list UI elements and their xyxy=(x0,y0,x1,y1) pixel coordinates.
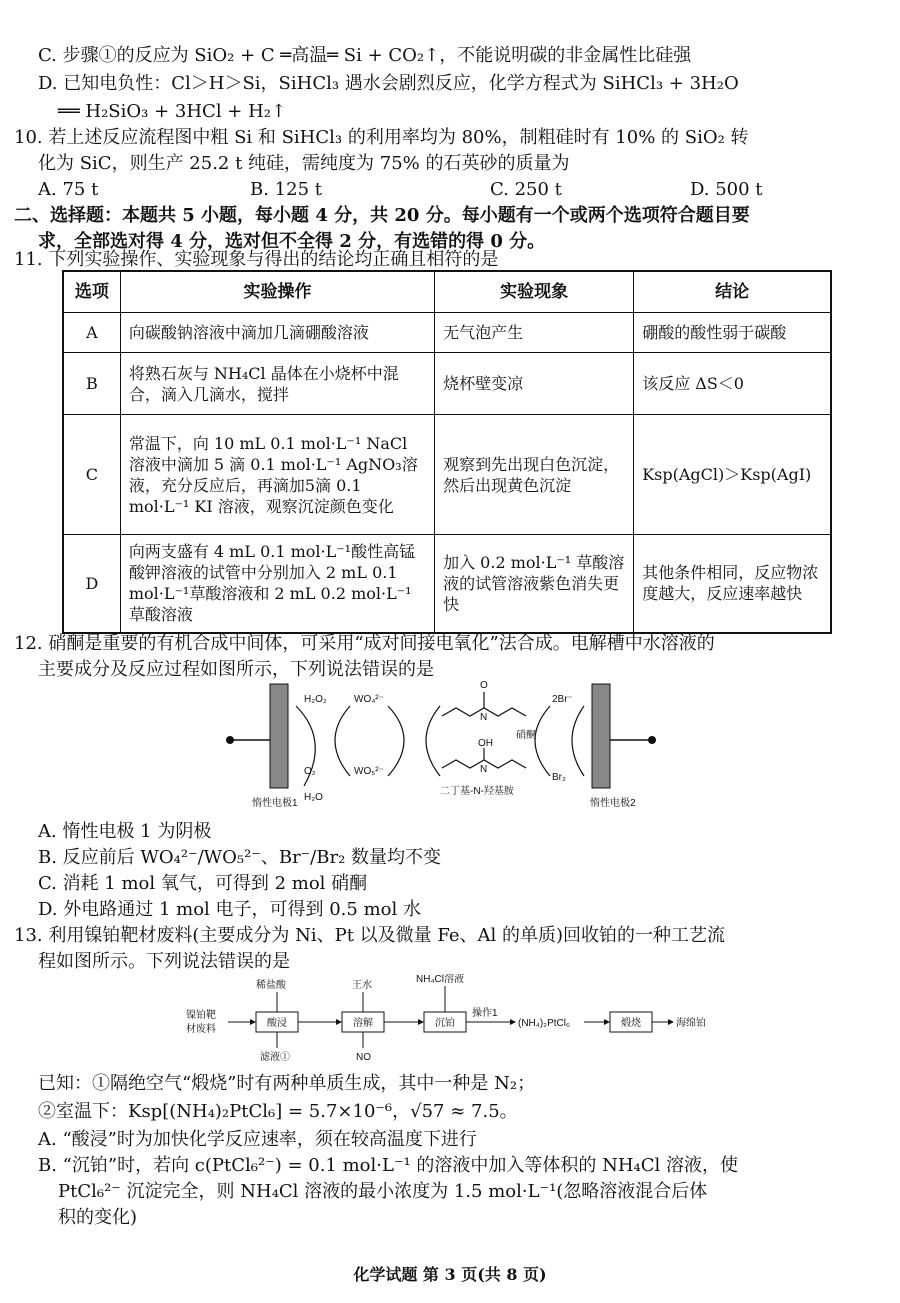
known-condition-2: ②室温下：Ksp[(NH₄)₂PtCl₆] = 5.7×10⁻⁶，√57 ≈ 7.5。 xyxy=(38,1101,518,1122)
dissolve-label: 溶解 xyxy=(353,1018,373,1029)
table-cell: 向两支盛有 4 mL 0.1 mol·L⁻¹酸性高锰酸钾溶液的试管中分别加入 2 mL 0.1 mol·L⁻¹草酸溶液和 2 mL 0.2 mol·L⁻¹草酸溶液 xyxy=(120,535,434,633)
table-cell: D xyxy=(63,535,120,633)
table-cell: 硼酸的酸性弱于碳酸 xyxy=(634,313,831,353)
flow-arrowhead xyxy=(604,1019,610,1025)
dilute-hcl-label: 稀盐酸 xyxy=(256,980,286,991)
q13-option-b-line1: B. “沉铂”时，若向 c(PtCl₆²⁻) = 0.1 mol·L⁻¹ 的溶液中加入等体积的 NH₄Cl 溶液，使 xyxy=(38,1155,739,1176)
filtrate-label: 滤液① xyxy=(260,1052,290,1063)
table-cell: 烧杯壁变凉 xyxy=(435,353,634,415)
q13-stem-line1: 13. 利用镍铂靶材废料(主要成分为 Ni、Pt 以及微量 Fe、Al 的单质)回收铂的一种工艺流 xyxy=(14,925,726,946)
process-flow-diagram xyxy=(180,974,740,1066)
salt-label: (NH₄)₂PtCl₆ xyxy=(518,1018,570,1029)
flow-arrowhead xyxy=(510,1019,516,1025)
q10-stem-line2: 化为 SiC，则生产 25.2 t 纯硅，需纯度为 75% 的石英砂的质量为 xyxy=(38,153,570,174)
o2-label: O₂ xyxy=(304,766,316,777)
section2-heading-line1: 二、选择题：本题共 5 小题，每小题 4 分，共 20 分。每小题有一个或两个选项符合题目要 xyxy=(14,205,750,226)
terminal-right xyxy=(648,736,656,744)
table-cell: C xyxy=(63,415,120,535)
electrode-2 xyxy=(592,684,610,788)
terminal-left xyxy=(226,736,234,744)
electrolysis-diagram xyxy=(200,676,680,810)
q9-option-c: C. 步骤①的反应为 SiO₂ + C ═高温═ Si + CO₂↑，不能说明碳的非金属性比硅强 xyxy=(38,45,692,66)
q10-option-c: C. 250 t xyxy=(490,179,562,200)
electrode-2-label: 惰性电极2 xyxy=(590,798,636,809)
table-cell: 其他条件相同，反应物浓度越大，反应速率越快 xyxy=(634,535,831,633)
feed-label-line2: 材废料 xyxy=(186,1024,216,1035)
no-gas-label: NO xyxy=(356,1052,371,1063)
q9-option-d-line2: ══ H₂SiO₃ + 3HCl + H₂↑ xyxy=(58,101,287,122)
h2o2-label: H₂O₂ xyxy=(304,694,327,705)
amine-nitrogen-label: N xyxy=(480,764,488,775)
section2-heading-line2: 求，全部选对得 4 分，选对但不全得 2 分，有选错的得 0 分。 xyxy=(38,231,546,252)
q13-option-b-line3: 积的变化) xyxy=(58,1207,138,1228)
q12-option-c: C. 消耗 1 mol 氧气，可得到 2 mol 硝酮 xyxy=(38,873,368,894)
acid-leach-label: 酸浸 xyxy=(267,1018,287,1029)
known-condition-1: 已知：①隔绝空气“煅烧”时有两种单质生成，其中一种是 N₂； xyxy=(38,1073,536,1094)
cycle-arc-3a xyxy=(535,706,550,776)
table-cell: 无气泡产生 xyxy=(435,313,634,353)
table-row xyxy=(63,353,831,415)
flow-arrowhead xyxy=(668,1019,674,1025)
q12-stem-line2: 主要成分及反应过程如图所示，下列说法错误的是 xyxy=(38,659,434,680)
table-header: 选项 xyxy=(63,271,120,313)
wo4-label: WO₄²⁻ xyxy=(354,694,384,705)
amine-label: 二丁基-N-羟基胺 xyxy=(440,786,514,797)
table-cell: 加入 0.2 mol·L⁻¹ 草酸溶液的试管溶液紫色消失更快 xyxy=(435,535,634,633)
cycle-arc-3b xyxy=(572,706,584,776)
q9-option-d-line1: D. 已知电负性：Cl＞H＞Si，SiHCl₃ 遇水会剧烈反应，化学方程式为 SiHCl₃ + 3H₂O xyxy=(38,73,739,94)
table-cell: 常温下，向 10 mL 0.1 mol·L⁻¹ NaCl 溶液中滴加 5 滴 0.1 mol·L⁻¹ AgNO₃溶液，充分反应后，再滴加5滴 0.1 mol·L⁻¹ KI 溶液，观察沉淀颜色变化 xyxy=(120,415,434,535)
cycle-arc-1b xyxy=(335,706,350,776)
nitrone-oxygen-label: O xyxy=(480,680,488,691)
table-header: 实验现象 xyxy=(435,271,634,313)
q12-option-a: A. 惰性电极 1 为阴极 xyxy=(38,821,212,842)
aqua-regia-label: 王水 xyxy=(352,980,372,991)
bromide-label: 2Br⁻ xyxy=(552,694,573,705)
q12-option-b: B. 反应前后 WO₄²⁻/WO₅²⁻、Br⁻/Br₂ 数量均不变 xyxy=(38,847,442,868)
flow-arrowhead xyxy=(336,1019,342,1025)
table-cell: 向碳酸钠溶液中滴加几滴硼酸溶液 xyxy=(120,313,434,353)
table-cell: A xyxy=(63,313,120,353)
q10-stem-line1: 10. 若上述反应流程图中粗 Si 和 SiHCl₃ 的利用率均为 80%，制粗硅时有 10% 的 SiO₂ 转 xyxy=(14,127,749,148)
table-row xyxy=(63,535,831,633)
precip-label: 沉铂 xyxy=(435,1018,455,1029)
table-header: 结论 xyxy=(634,271,831,313)
table-cell: 将熟石灰与 NH₄Cl 晶体在小烧杯中混合，滴入几滴水，搅拌 xyxy=(120,353,434,415)
nh4cl-label: NH₄Cl溶液 xyxy=(416,974,464,985)
operation1-label: 操作1 xyxy=(472,1008,498,1019)
amine-oh-label: OH xyxy=(478,738,493,749)
h2o-label: H₂O xyxy=(304,792,323,803)
table-row xyxy=(63,313,831,353)
table-row xyxy=(63,415,831,535)
table-cell: 该反应 ΔS＜0 xyxy=(634,353,831,415)
electrode-1 xyxy=(270,684,288,788)
q13-stem-line2: 程如图所示。下列说法错误的是 xyxy=(38,951,290,972)
table-header: 实验操作 xyxy=(120,271,434,313)
feed-label-line1: 镍铂靶 xyxy=(186,1010,216,1021)
table-header-row xyxy=(63,271,831,313)
calcine-label: 煅烧 xyxy=(621,1018,641,1029)
q12-stem-line1: 12. 硝酮是重要的有机合成中间体，可采用“成对间接电氧化”法合成。电解槽中水溶液的 xyxy=(14,633,715,654)
q11-experiment-table xyxy=(62,270,832,634)
page-footer: 化学试题 第 3 页(共 8 页) xyxy=(353,1265,547,1284)
q11-stem: 11. 下列实验操作、实验现象与得出的结论均正确且相符的是 xyxy=(14,249,499,270)
flow-arrowhead xyxy=(250,1019,256,1025)
q12-option-d: D. 外电路通过 1 mol 电子，可得到 0.5 mol 水 xyxy=(38,899,421,920)
cycle-arc-2b xyxy=(426,706,440,776)
q10-option-a: A. 75 t xyxy=(38,179,99,200)
flow-arrowhead xyxy=(418,1019,424,1025)
cycle-arc-2a xyxy=(388,706,404,776)
bromine-label: Br₂ xyxy=(552,772,566,783)
nitrone-nitrogen-label: N xyxy=(480,712,488,723)
q10-option-d: D. 500 t xyxy=(690,179,763,200)
wo5-label: WO₅²⁻ xyxy=(354,766,384,777)
table-cell: 观察到先出现白色沉淀，然后出现黄色沉淀 xyxy=(435,415,634,535)
table-cell: Ksp(AgCl)＞Ksp(AgI) xyxy=(634,415,831,535)
sponge-pt-label: 海绵铂 xyxy=(676,1018,706,1029)
electrode-1-label: 惰性电极1 xyxy=(252,798,298,809)
q13-option-b-line2: PtCl₆²⁻ 沉淀完全，则 NH₄Cl 溶液的最小浓度为 1.5 mol·L⁻¹(忽略溶液混合后体 xyxy=(58,1181,708,1202)
q13-option-a: A. “酸浸”时为加快化学反应速率，须在较高温度下进行 xyxy=(38,1129,477,1150)
table-cell: B xyxy=(63,353,120,415)
nitrone-label: 硝酮 xyxy=(516,730,536,741)
q10-option-b: B. 125 t xyxy=(250,179,322,200)
